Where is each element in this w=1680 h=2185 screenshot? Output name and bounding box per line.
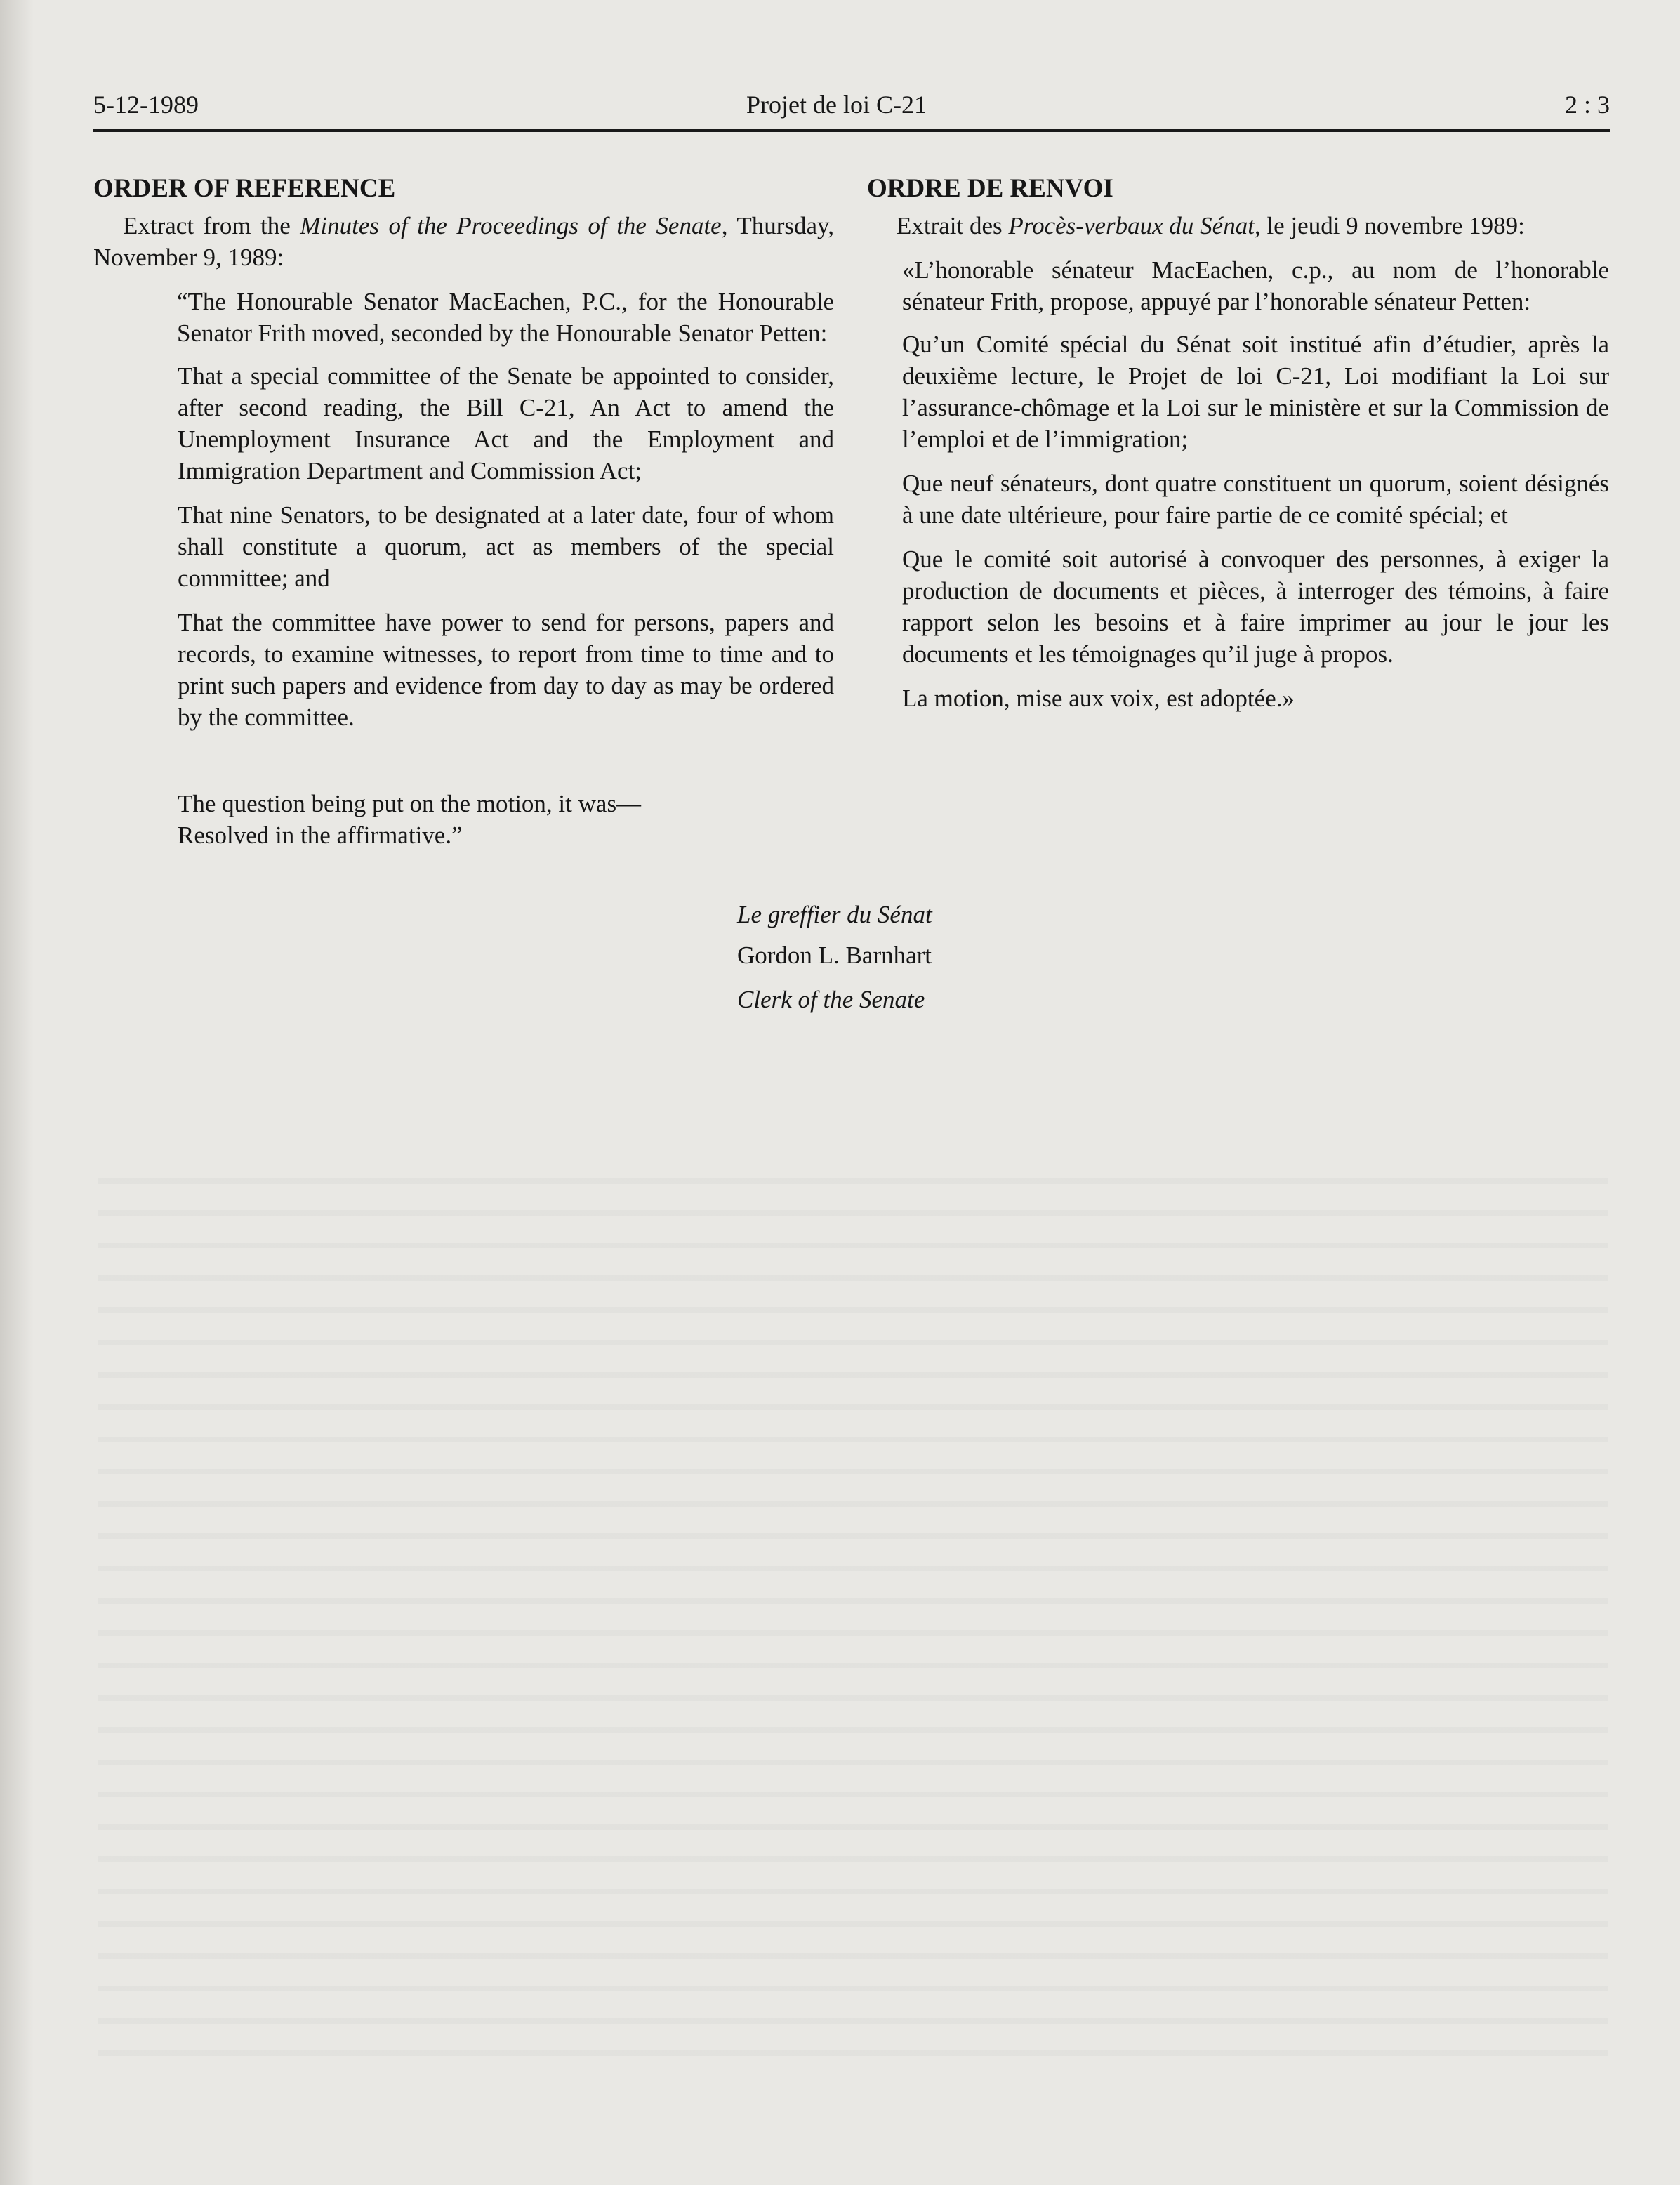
english-intro-prefix: Extract from the — [123, 212, 300, 239]
english-quote-opening: “The Honourable Senator MacEachen, P.C., for the Honourable Senator Frith moved, seconded by the Honourable Senator Petten: — [177, 288, 834, 347]
english-column — [93, 173, 834, 851]
french-column — [867, 173, 1609, 714]
english-motion-para-2: That nine Senators, to be designated at a later date, four of whom shall constitute a quorum, act as members of the special committee; and — [178, 501, 834, 592]
header-date: 5-12-1989 — [93, 91, 199, 119]
english-question: The question being put on the motion, it was— — [178, 790, 642, 817]
french-intro — [867, 210, 1609, 242]
header-rule — [93, 129, 1610, 132]
english-motion-para-3: That the committee have power to send for persons, papers and records, to examine witnesses, to report from time to time and to print such papers and evidence from day to day as may be ordered by the committee. — [178, 609, 834, 731]
english-intro — [93, 210, 834, 273]
french-quote-block — [867, 254, 1609, 714]
french-heading: ORDRE DE RENVOI — [867, 174, 1113, 203]
french-motion-para-2: Que neuf sénateurs, dont quatre constituent un quorum, soient désignés à une date ultérieure, pour faire partie de ce comité spécial; et — [902, 470, 1609, 529]
english-intro-suffix: , Thursday, November 9, 1989: — [93, 212, 834, 271]
french-adopted: La motion, mise aux voix, est adoptée.» — [902, 685, 1295, 712]
english-heading: ORDER OF REFERENCE — [93, 174, 396, 203]
english-resolved: Resolved in the affirmative.” — [178, 821, 463, 849]
french-motion-para-3: Que le comité soit autorisé à convoquer des personnes, à exiger la production de documents et pièces, à interroger des témoins, à faire rapport selon les besoins et à faire imprimer au jour le jour les documents et les témoignages qu’il juge à propos. — [902, 546, 1609, 668]
french-quote-opening: «L’honorable sénateur MacEachen, c.p., au nom de l’honorable sénateur Frith, propose, appuyé par l’honorable sénateur Petten: — [902, 256, 1609, 315]
french-intro-suffix: , le jeudi 9 novembre 1989: — [1254, 212, 1525, 239]
english-intro-source: Minutes of the Proceedings of the Senate — [300, 212, 722, 239]
page-edge-shadow — [0, 0, 34, 2185]
signature-title-english: Clerk of the Senate — [737, 986, 925, 1013]
page-header — [93, 90, 1610, 126]
show-through-background — [98, 1151, 1608, 2064]
english-motion-para-1: That a special committee of the Senate be appointed to consider, after second reading, the Bill C-21, An Act to amend the Unemployment Insurance Act and the Employment and Immigration Department and Commission Act; — [178, 362, 834, 484]
header-page-number: 2 : 3 — [1564, 91, 1610, 119]
english-quote-block — [93, 286, 834, 851]
french-intro-prefix: Extrait des — [897, 212, 1009, 239]
signature-title-french: Le greffier du Sénat — [737, 901, 932, 928]
header-title: Projet de loi C-21 — [746, 91, 927, 119]
french-motion-para-1: Qu’un Comité spécial du Sénat soit institué afin d’étudier, après la deuxième lecture, le Projet de loi C-21, Loi modifiant la Loi sur l’assurance-chômage et la Loi sur le ministère et sur la Commission de l’emploi et de l’immigration; — [902, 331, 1609, 453]
signature-name: Gordon L. Barnhart — [737, 942, 932, 969]
french-intro-source: Procès-verbaux du Sénat — [1008, 212, 1255, 239]
